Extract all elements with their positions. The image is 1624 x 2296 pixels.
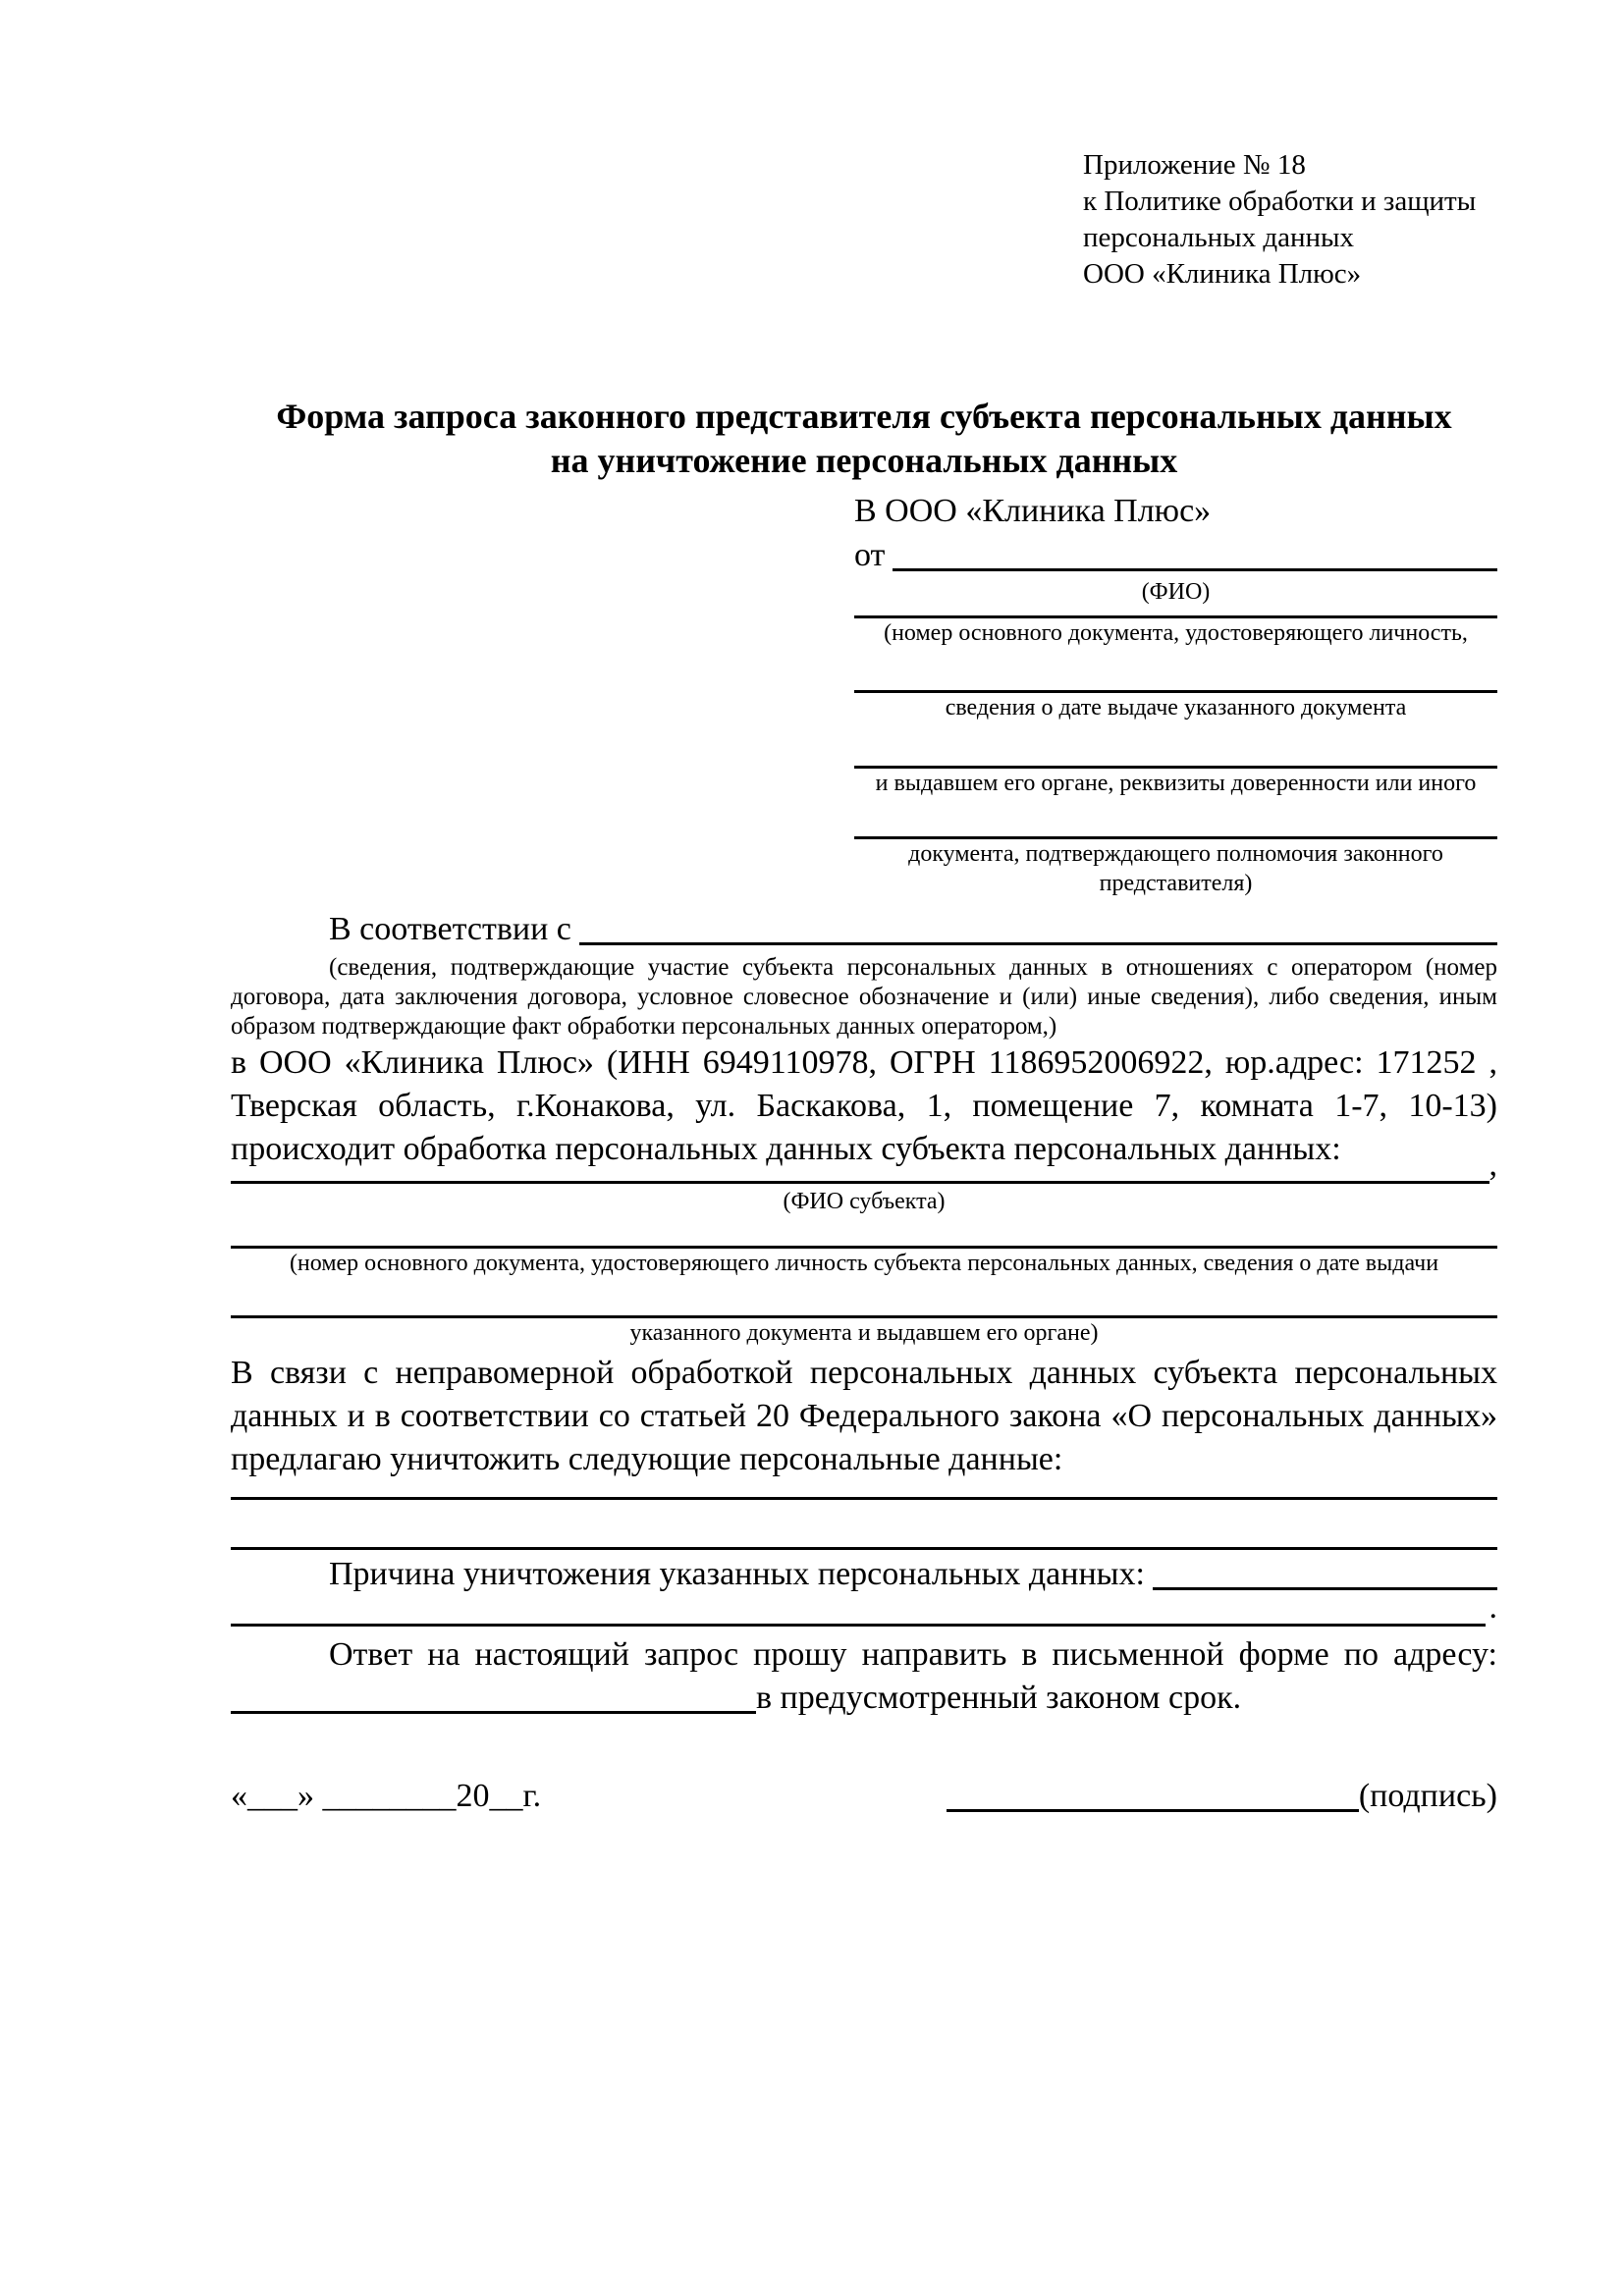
accordance-label: В соответствии с (329, 911, 571, 947)
doc-caption-4: документа, подтверждающего полномочия законного представителя) (908, 841, 1443, 896)
data-blank-line-1 (231, 1497, 1497, 1500)
doc-blank-line-4 (854, 798, 1497, 839)
reply-address-line (231, 1711, 756, 1714)
subject-fio-caption: (ФИО субъекта) (783, 1189, 946, 1214)
subject-doc-caption-1: (номер основного документа, удостоверяющего личность субъекта персональных данных, сведения о дате выдачи (289, 1251, 1439, 1276)
appendix-note (1083, 147, 1497, 293)
reply-paragraph: Ответ на настоящий запрос прошу направить в письменной форме по адресу: (329, 1636, 1497, 1673)
data-blank-line-2 (231, 1547, 1497, 1550)
signature-line (947, 1809, 1359, 1812)
doc-blank-line-1 (854, 607, 1497, 618)
accordance-row (231, 908, 1497, 951)
signature-caption: (подпись) (1358, 1778, 1497, 1814)
form-title-line-2: на уничтожение персональных данных (550, 441, 1178, 480)
doc-blank-line-2 (854, 648, 1497, 693)
destruction-paragraph: В связи с неправомерной обработкой персональных данных субъекта персональных данных и в соответствии со статьей 20 Федерального закона «О персональных данных» предлагаю уничтожить следующие персональные данные: (231, 1355, 1497, 1477)
reply-address-row (231, 1677, 1497, 1720)
subject-line-comma: , (1489, 1147, 1497, 1183)
reason-blank-row (231, 1589, 1497, 1629)
subject-doc-caption-2: указанного документа и выдавшем его органе) (629, 1320, 1099, 1346)
reason-fill-line (1153, 1587, 1497, 1590)
appendix-note-line-1: Приложение № 18 (1083, 149, 1306, 181)
doc-caption-2: сведения о дате выдаче указанного документа (945, 695, 1407, 721)
reply-tail: в предусмотренный законом срок. (756, 1680, 1242, 1716)
appendix-note-line-2: к Политике обработки и защиты (1083, 186, 1477, 217)
reason-row (231, 1553, 1497, 1596)
page-content (231, 147, 1497, 1818)
date-line: «___» ________20__г. (231, 1778, 542, 1814)
signature-row (231, 1775, 1497, 1818)
doc-caption-3: и выдавшем его органе, реквизиты доверенности или иного (875, 771, 1477, 796)
appendix-note-line-4: ООО «Клиника Плюс» (1083, 258, 1362, 290)
from-fill-line (893, 568, 1497, 571)
accordance-fill-line (579, 942, 1497, 945)
reason-blank-line (231, 1624, 1486, 1627)
doc-caption-1: (номер основного документа, удостоверяющего личность, (884, 620, 1468, 646)
subject-fio-row (231, 1147, 1497, 1187)
operator-paragraph: в ООО «Клиника Плюс» (ИНН 6949110978, ОГРН 1186952006922, юр.адрес: 171252 , Тверская область, г.Конакова, ул. Баскакова, 1, помещение 7, комната 1-7, 10-13) происходит обработка персональных данных субъекта персональных данных: (231, 1044, 1497, 1167)
addressee-to: В ООО «Клиника Плюс» (854, 493, 1212, 529)
form-title-line-1: Форма запроса законного представителя субъекта персональных данных (276, 397, 1452, 436)
form-title (231, 395, 1497, 483)
fio-caption: (ФИО) (1141, 579, 1211, 605)
from-label: от (854, 537, 886, 573)
addressee-block (854, 489, 1497, 898)
signature-group (947, 1775, 1497, 1818)
reason-trailing-period: . (1489, 1589, 1497, 1626)
doc-blank-line-3 (854, 722, 1497, 769)
from-row (854, 533, 1497, 577)
reason-label: Причина уничтожения указанных персональных данных: (329, 1556, 1145, 1592)
accordance-footnote: (сведения, подтверждающие участие субъекта персональных данных в отношениях с оператором (номер договора, дата заключения договора, условное словесное обозначение и (или) иные сведения), либо сведения, иным образом подтверждающие факт обработки персональных данных оператором,) (231, 954, 1497, 1040)
subject-fio-fill-line (231, 1181, 1489, 1184)
appendix-note-line-3: персональных данных (1083, 222, 1355, 253)
